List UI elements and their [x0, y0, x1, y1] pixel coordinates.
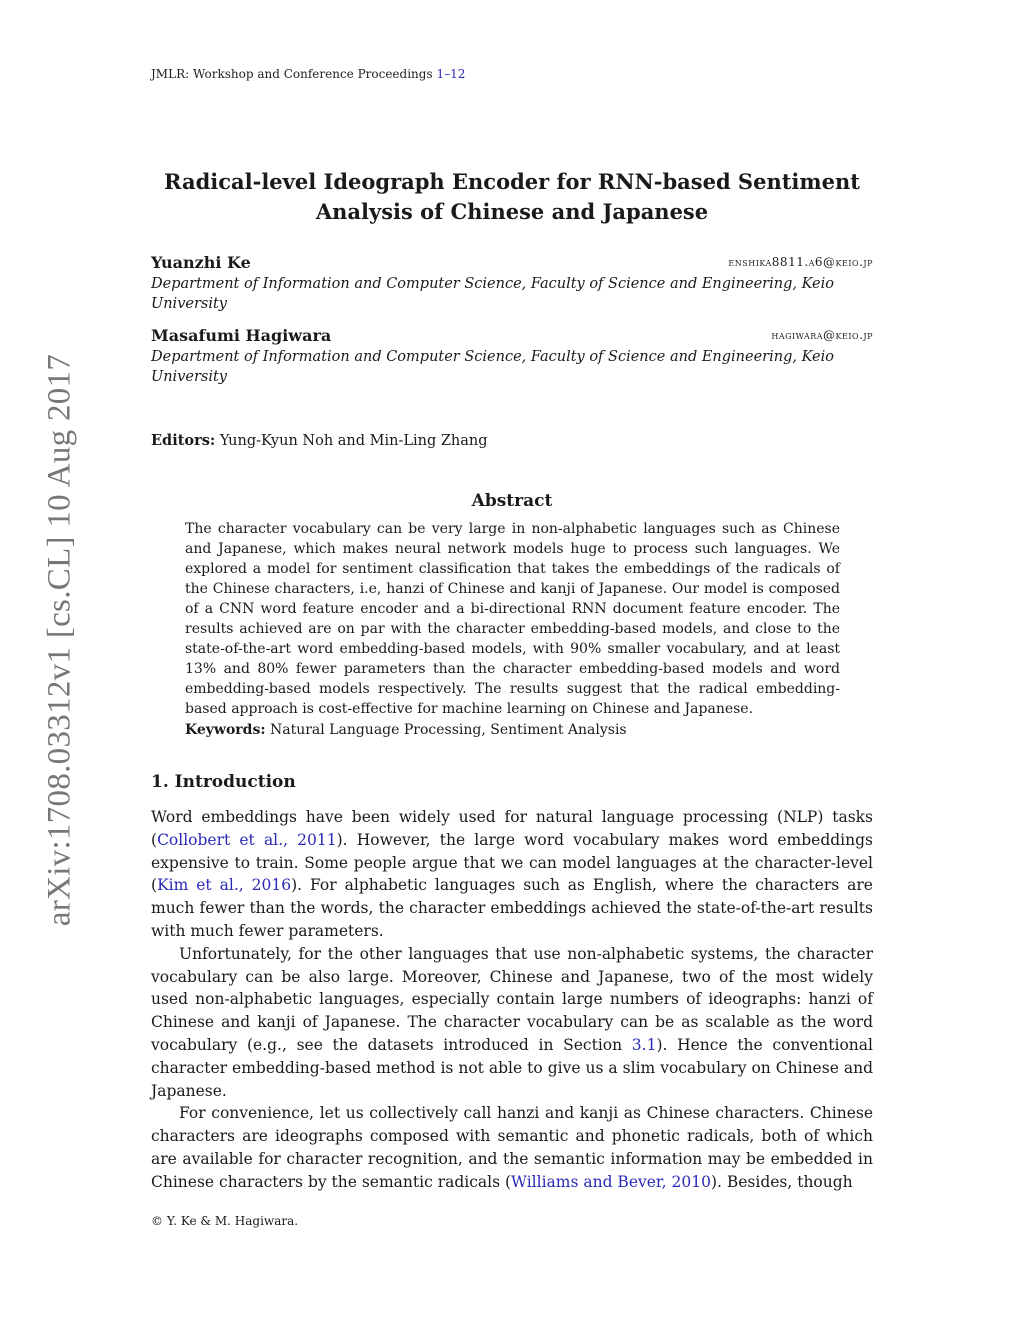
arxiv-stamp: arXiv:1708.03312v1 [cs.CL] 10 Aug 2017: [41, 353, 78, 927]
copyright-footer: © Y. Ke & M. Hagiwara.: [151, 1214, 299, 1228]
keywords-label: Keywords:: [185, 722, 266, 738]
section-heading-introduction: 1. Introduction: [151, 772, 296, 792]
author-email: hagiwara@keio.jp: [771, 328, 873, 342]
editors-label: Editors:: [151, 432, 216, 449]
journal-name: JMLR: Workshop and Conference Proceedings: [151, 67, 433, 81]
paragraph-3: [151, 1102, 873, 1193]
abstract-text: The character vocabulary can be very large in non-alphabetic languages such as Chinese and Japanese, which makes neural network models huge to process such languages. We explored a model for sentiment classification that takes the embeddings of the radicals of the Chinese characters, i.e, hanzi of Chinese and kanji of Japanese. Our model is composed of a CNN word feature encoder and a bi-directional RNN document feature encoder. The results achieved are on par with the character embedding-based models, and close to the state-of-the-art word embedding-based models, with 90% smaller vocabulary, and at least 13% and 80% fewer parameters than the character embedding-based models and word embedding-based models respectively. The results suggest that the radical embedding-based approach is cost-effective for machine learning on Chinese and Japanese.: [185, 521, 840, 717]
running-header: [151, 67, 465, 81]
abstract-heading: Abstract: [471, 491, 553, 511]
citation-link[interactable]: Williams and Bever, 2010: [511, 1172, 711, 1191]
author-email: enshika8811.a6@keio.jp: [728, 255, 873, 269]
title-line-1: Radical-level Ideograph Encoder for RNN-based Sentiment: [164, 169, 860, 194]
text-run: ). Hence the conventional character embedding-based method is not able to give us a slim vocabulary on Chinese and Japanese.: [151, 1035, 873, 1100]
title-line-2: Analysis of Chinese and Japanese: [315, 199, 709, 224]
text-run: For convenience, let us collectively call hanzi and kanji as Chinese characters. Chinese characters are ideographs composed with semantic and phonetic radicals, both of which are available for character recognition, and the semantic information may be embedded in Chinese characters by the semantic radicals (: [151, 1104, 873, 1191]
page-range-link[interactable]: 1–12: [436, 67, 466, 81]
author-affiliation: Department of Information and Computer Science, Faculty of Science and Engineering, Keio University: [151, 276, 834, 312]
paper-title: [151, 167, 873, 227]
text-run: ). For alphabetic languages such as English, where the characters are much fewer than the words, the character embeddings achieved the state-of-the-art results with much fewer parameters.: [151, 876, 873, 940]
text-run: ). Besides, though: [710, 1172, 853, 1191]
author-name: Masafumi Hagiwara: [151, 326, 332, 345]
paragraph-1: [151, 806, 873, 943]
introduction-body: [151, 806, 873, 1194]
editors-line: [151, 432, 488, 449]
text-run: Unfortunately, for the other languages that use non-alphabetic systems, the character vocabulary can be also large. Moreover, Chinese and Japanese, two of the most widely used non-alphabetic languages, especially contain large numbers of ideographs: hanzi of Chinese and kanji of Japanese. The character vocabulary can be as scalable as the word vocabulary (e.g., see the datasets introduced in Section: [151, 944, 873, 1054]
author-block-2: [151, 326, 873, 387]
paragraph-2: [151, 943, 873, 1103]
citation-link[interactable]: Kim et al., 2016: [157, 876, 292, 895]
keywords-line: [185, 722, 840, 738]
author-name: Yuanzhi Ke: [151, 253, 251, 272]
editors-names: Yung-Kyun Noh and Min-Ling Zhang: [219, 433, 488, 449]
keywords-text: Natural Language Processing, Sentiment Analysis: [269, 722, 627, 738]
text-run: ). However, the large word vocabulary makes word embeddings expensive to train. Some people argue that we can model languages at the character-level (: [151, 830, 873, 895]
section-ref-link[interactable]: 3.1: [631, 1035, 657, 1054]
text-run: Word embeddings have been widely used for natural language processing (NLP) tasks (: [151, 808, 873, 849]
author-affiliation: Department of Information and Computer Science, Faculty of Science and Engineering, Keio University: [151, 349, 834, 385]
citation-link[interactable]: Collobert et al., 2011: [157, 830, 337, 849]
author-block-1: [151, 253, 873, 314]
